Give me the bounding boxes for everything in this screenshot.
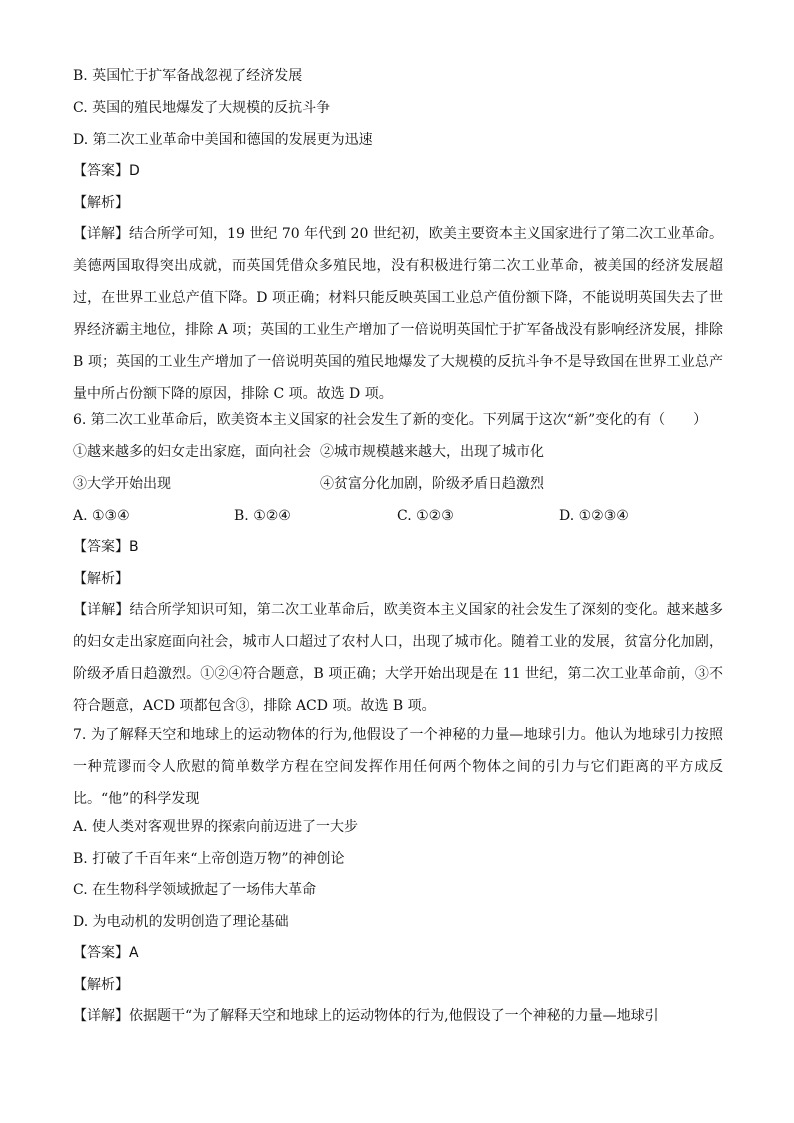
q5-option-b: B. 英国忙于扩军备战忽视了经济发展 [73,68,303,84]
q6-item-3: ③大学开始出现 [73,476,171,492]
q6-analysis-heading: 【解析】 [73,571,129,587]
q6-item-4: ④贫富分化加剧，阶级矛盾日趋激烈 [320,476,544,492]
q5-analysis-heading: 【解析】 [73,195,129,211]
q7-option-a: A. 使人类对客观世界的探索向前迈进了一大步 [73,819,359,835]
q6-option-a: A. ①③④ [73,508,130,524]
q6-option-d: D. ①②③④ [559,508,629,524]
q7-stem: 7. 为了解释天空和地球上的运动物体的行为,他假设了一个神秘的力量—地球引力。他认为地球引力按照一种荒谬而令人欣慰的简单数学方程在空间发挥作用任何两个物体之间的引力与它们距离的平方成反比。“他”的科学发现 [73,727,723,807]
q6-stem: 6. 第二次工业革命后，欧美资本主义国家的社会发生了新的变化。下列属于这次“新”变化的有（ ） [73,412,708,428]
q5-option-c: C. 英国的殖民地爆发了大规模的反抗斗争 [73,100,331,116]
q6-answer: 【答案】B [73,539,139,555]
q7-option-b: B. 打破了千百年来“上帝创造万物”的神创论 [73,851,345,867]
q7-answer: 【答案】A [73,945,139,961]
q6-option-c: C. ①②③ [397,508,454,524]
q6-item-1: ①越来越多的妇女走出家庭，面向社会 [73,444,311,460]
q5-answer: 【答案】D [73,163,140,179]
q7-detail-text: 【详解】依据题干“为了解释天空和地球上的运动物体的行为,他假设了一个神秘的力量—地球引 [73,1008,659,1024]
q7-option-c: C. 在生物科学领域掀起了一场伟大革命 [73,882,317,898]
q6-detail-paragraph: 【详解】结合所学知识可知，第二次工业革命后，欧美资本主义国家的社会发生了深刻的变化。越来越多的妇女走出家庭面向社会，城市人口超过了农村人口，出现了城市化。随着工业的发展，贫富分化加剧，阶级矛盾日趋激烈。①②④符合题意，B 项正确；大学开始出现是在 11 世纪，第二次工业革命前，③不符合题意，ACD 项都包含③，排除 ACD 项。故选 B 项。 [73,602,723,714]
q5-option-d: D. 第二次工业革命中美国和德国的发展更为迅速 [73,132,373,148]
q7-option-d: D. 为电动机的发明创造了理论基础 [73,914,289,930]
q5-detail-paragraph: 【详解】结合所学可知，19 世纪 70 年代到 20 世纪初，欧美主要资本主义国家进行了第二次工业革命。美德两国取得突出成就，而英国凭借众多殖民地，没有积极进行第二次工业革命，被美国的经济发展超过，在世界工业总产值下降。D 项正确；材料只能反映英国工业总产值份额下降，不能说明英国失去了世界经济霸主地位，排除 A 项；英国的工业生产增加了一倍说明英国忙于扩军备战没有影响经济发展，排除 B 项；英国的工业生产增加了一倍说明英国的殖民地爆发了大规模的反抗斗争不是导致国在世界工业总产量中所占份额下降的原因，排除 C 项。故选 D 项。 [73,226,723,402]
q7-analysis-heading: 【解析】 [73,977,129,993]
q6-item-2: ②城市规模越来越大，出现了城市化 [320,444,544,460]
q6-option-b: B. ①②④ [234,508,291,524]
